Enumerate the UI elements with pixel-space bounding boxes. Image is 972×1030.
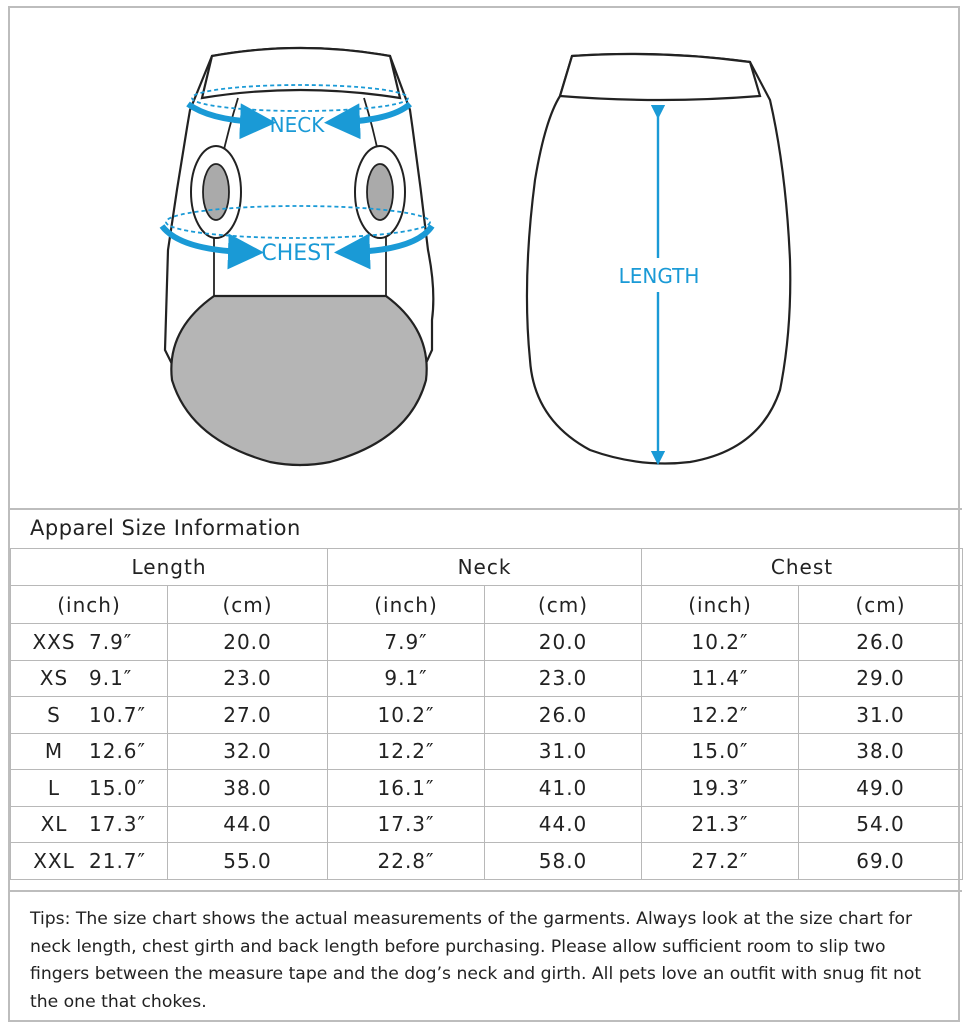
neck-inch-cell: 22.8″ bbox=[328, 843, 485, 880]
size-label: XS bbox=[39, 666, 69, 691]
table-row bbox=[11, 806, 963, 843]
length-cm-cell: 27.0 bbox=[168, 697, 328, 734]
chest-inch-cell: 12.2″ bbox=[642, 697, 799, 734]
unit-header: (cm) bbox=[485, 586, 642, 624]
length-label: LENGTH bbox=[618, 264, 700, 288]
length-inch-cell bbox=[11, 733, 168, 770]
section-divider bbox=[8, 508, 962, 510]
garment-diagram bbox=[0, 0, 972, 505]
unit-header: (inch) bbox=[328, 586, 485, 624]
length-cm-cell: 44.0 bbox=[168, 806, 328, 843]
neck-inch-cell: 12.2″ bbox=[328, 733, 485, 770]
back-garment bbox=[527, 54, 790, 464]
chest-inch-cell: 21.3″ bbox=[642, 806, 799, 843]
length-inch-value: 15.0″ bbox=[89, 775, 147, 800]
length-inch-value: 10.7″ bbox=[89, 702, 147, 727]
chest-cm-cell: 54.0 bbox=[799, 806, 963, 843]
neck-inch-cell: 17.3″ bbox=[328, 806, 485, 843]
table-row bbox=[11, 697, 963, 734]
table-row bbox=[11, 843, 963, 880]
group-header-length: Length bbox=[11, 549, 328, 586]
front-garment bbox=[162, 48, 433, 465]
table-row bbox=[11, 733, 963, 770]
chest-inch-cell: 10.2″ bbox=[642, 624, 799, 661]
tips-text: Tips: The size chart shows the actual measurements of the garments. Always look at the size chart for neck length, chest girth and back length before purchasing. Please allow sufficient room to slip two fingers between the measure tape and the dog’s neck and girth. All pets love an outfit with snug fit not the one that chokes. bbox=[30, 909, 922, 1012]
unit-header: (inch) bbox=[642, 586, 799, 624]
length-inch-value: 9.1″ bbox=[89, 666, 133, 691]
chest-inch-cell: 11.4″ bbox=[642, 660, 799, 697]
neck-label: NECK bbox=[269, 113, 325, 137]
chest-label: CHEST bbox=[261, 241, 335, 266]
length-cm-cell: 55.0 bbox=[168, 843, 328, 880]
neck-cm-cell: 23.0 bbox=[485, 660, 642, 697]
length-inch-cell bbox=[11, 624, 168, 661]
length-inch-cell bbox=[11, 660, 168, 697]
chest-cm-cell: 26.0 bbox=[799, 624, 963, 661]
chest-cm-cell: 38.0 bbox=[799, 733, 963, 770]
size-table bbox=[10, 548, 963, 880]
size-label: XXS bbox=[32, 629, 76, 654]
neck-cm-cell: 58.0 bbox=[485, 843, 642, 880]
neck-cm-cell: 41.0 bbox=[485, 770, 642, 807]
unit-header: (inch) bbox=[11, 586, 168, 624]
neck-cm-cell: 31.0 bbox=[485, 733, 642, 770]
length-inch-cell bbox=[11, 770, 168, 807]
neck-inch-cell: 10.2″ bbox=[328, 697, 485, 734]
table-row bbox=[11, 770, 963, 807]
neck-cm-cell: 26.0 bbox=[485, 697, 642, 734]
chest-cm-cell: 31.0 bbox=[799, 697, 963, 734]
neck-cm-cell: 44.0 bbox=[485, 806, 642, 843]
size-label: L bbox=[47, 775, 61, 800]
group-header-neck: Neck bbox=[328, 549, 642, 586]
neck-inch-cell: 16.1″ bbox=[328, 770, 485, 807]
neck-cm-cell: 20.0 bbox=[485, 624, 642, 661]
chest-inch-cell: 27.2″ bbox=[642, 843, 799, 880]
length-inch-cell bbox=[11, 697, 168, 734]
chest-cm-cell: 29.0 bbox=[799, 660, 963, 697]
unit-header: (cm) bbox=[168, 586, 328, 624]
length-cm-cell: 23.0 bbox=[168, 660, 328, 697]
chest-cm-cell: 49.0 bbox=[799, 770, 963, 807]
table-row bbox=[11, 624, 963, 661]
length-inch-value: 21.7″ bbox=[89, 848, 147, 873]
size-label: XXL bbox=[33, 848, 75, 873]
length-cm-cell: 38.0 bbox=[168, 770, 328, 807]
neck-inch-cell: 7.9″ bbox=[328, 624, 485, 661]
size-label: S bbox=[47, 702, 61, 727]
chest-cm-cell: 69.0 bbox=[799, 843, 963, 880]
size-label: M bbox=[44, 739, 64, 764]
table-title: Apparel Size Information bbox=[30, 516, 301, 540]
length-inch-cell bbox=[11, 843, 168, 880]
group-header-chest: Chest bbox=[642, 549, 963, 586]
table-row bbox=[11, 660, 963, 697]
length-inch-cell bbox=[11, 806, 168, 843]
chest-inch-cell: 15.0″ bbox=[642, 733, 799, 770]
length-cm-cell: 20.0 bbox=[168, 624, 328, 661]
length-inch-value: 12.6″ bbox=[89, 739, 147, 764]
length-cm-cell: 32.0 bbox=[168, 733, 328, 770]
tips-divider bbox=[8, 890, 962, 892]
chest-inch-cell: 19.3″ bbox=[642, 770, 799, 807]
length-inch-value: 17.3″ bbox=[89, 812, 147, 837]
length-inch-value: 7.9″ bbox=[89, 629, 133, 654]
neck-inch-cell: 9.1″ bbox=[328, 660, 485, 697]
size-label: XL bbox=[40, 812, 68, 837]
unit-header: (cm) bbox=[799, 586, 963, 624]
